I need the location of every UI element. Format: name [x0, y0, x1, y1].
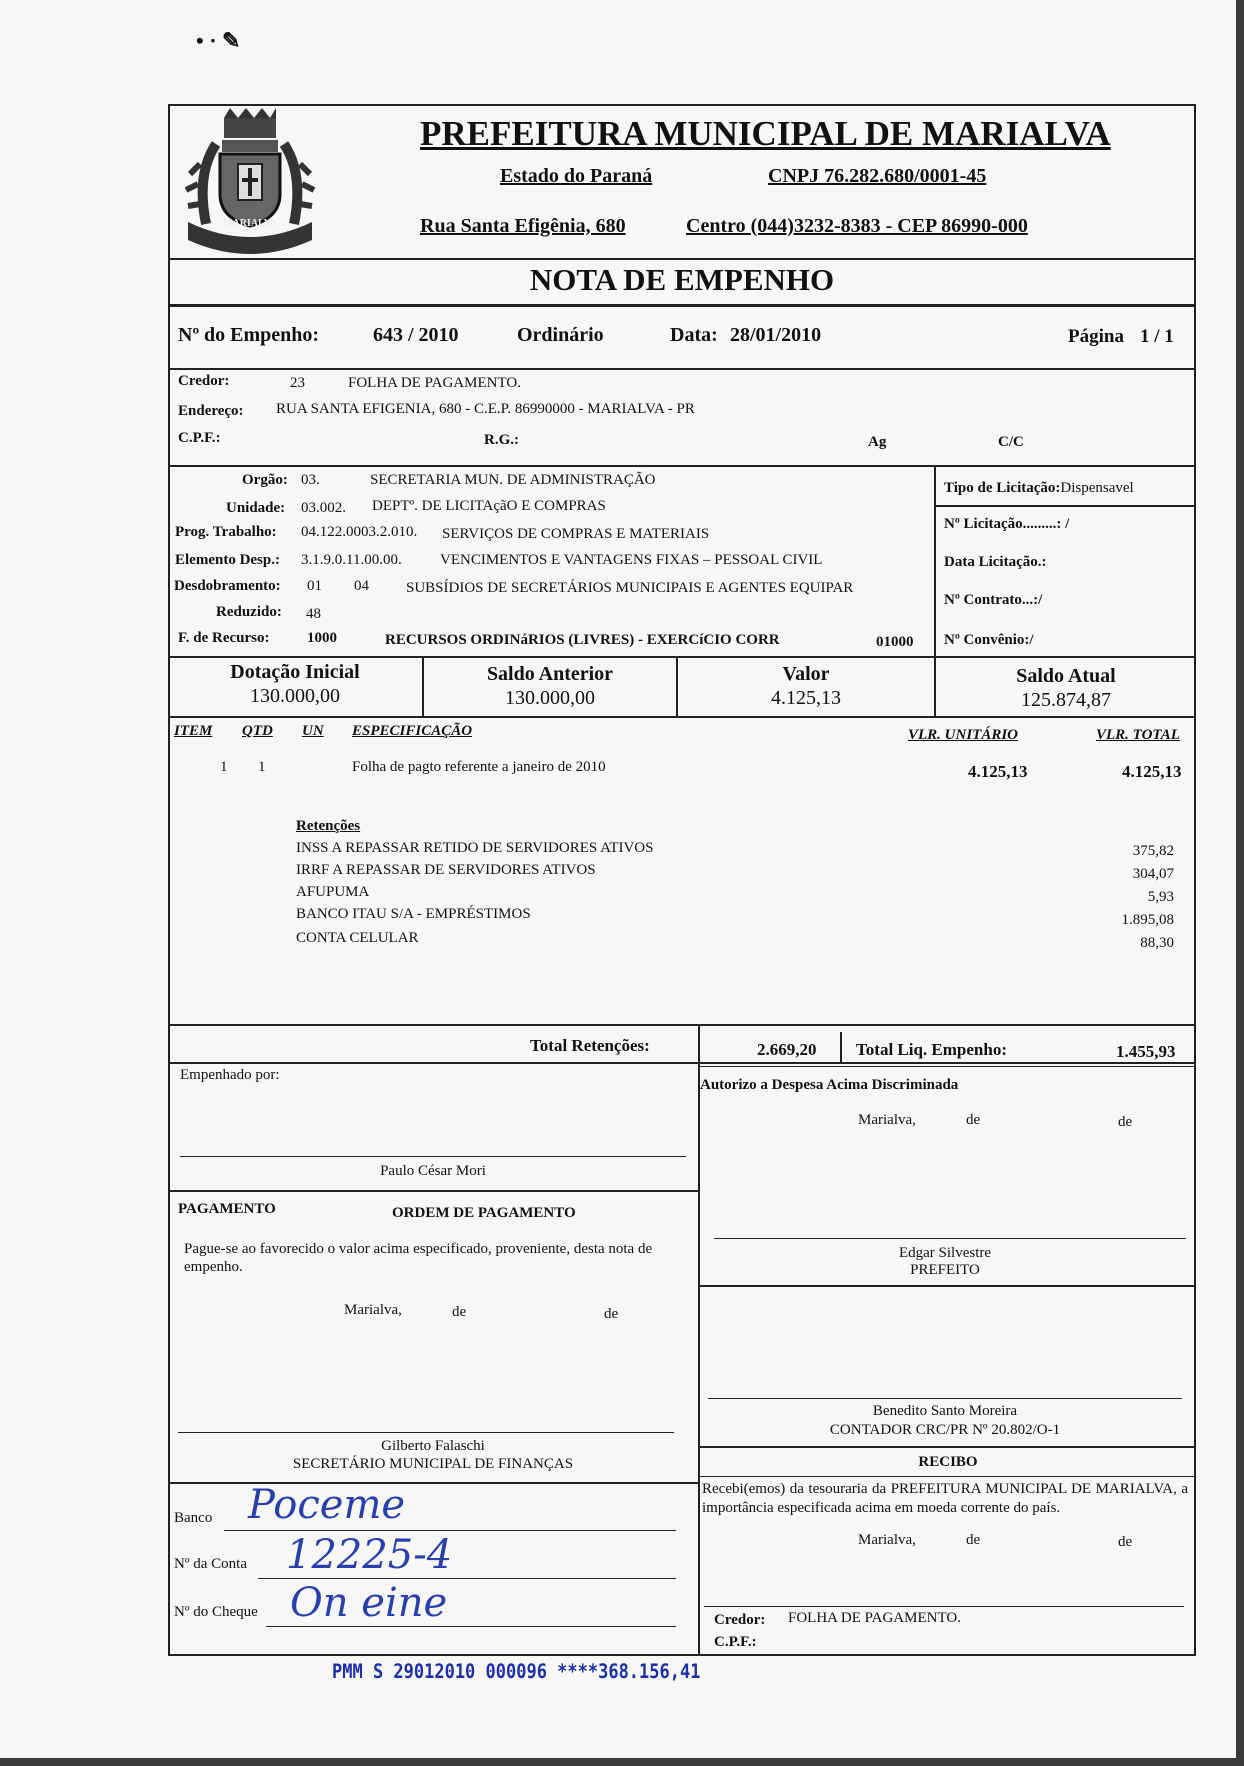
recurso-label: F. de Recurso: [178, 630, 270, 646]
desdobramento-desc: SUBSÍDIOS DE SECRETÁRIOS MUNICIPAIS E AGENTES EQUIPAR [406, 580, 854, 596]
retencao-desc: BANCO ITAU S/A - EMPRÉSTIMOS [296, 906, 531, 922]
retencao-value: 375,82 [1132, 843, 1174, 859]
banco-label: Banco [174, 1510, 213, 1526]
pagamento-de: de [604, 1306, 619, 1322]
item-number: 1 [220, 759, 228, 775]
reduzido-label: Reduzido: [216, 604, 282, 620]
elemento-code: 3.1.9.0.11.00.00. [301, 552, 402, 568]
contador-role: CONTADOR CRC/PR Nº 20.802/O-1 [829, 1422, 1061, 1438]
page-number: 1 / 1 [1140, 326, 1174, 347]
prog-desc: SERVIÇOS DE COMPRAS E MATERIAIS [442, 526, 710, 542]
divider [168, 716, 1196, 718]
empenho-date: 28/01/2010 [730, 324, 822, 346]
endereco-value: RUA SANTA EFIGENIA, 680 - C.E.P. 86990000 - MARIALVA - PR [276, 401, 695, 417]
retencao-value: 88,30 [1140, 935, 1174, 951]
corner-mark: • · ✎ [196, 28, 241, 53]
prefeito-name: Edgar Silvestre [898, 1245, 992, 1261]
autorizo-de: de [1118, 1114, 1133, 1130]
empenhado-name: Paulo César Mori [380, 1163, 486, 1179]
pagamento-label: PAGAMENTO [178, 1201, 276, 1217]
recibo-title: RECIBO [918, 1454, 978, 1470]
contrato-number: Nº Contrato...:/ [944, 592, 1043, 608]
divider [168, 656, 1196, 658]
signature-line [708, 1398, 1182, 1399]
unidade-label: Unidade: [226, 500, 286, 516]
endereco-label: Endereço: [178, 403, 244, 419]
cheque-line [266, 1626, 676, 1627]
retencao-desc: IRRF A REPASSAR DE SERVIDORES ATIVOS [296, 862, 596, 878]
retencao-desc: CONTA CELULAR [296, 930, 419, 946]
orgao-desc: SECRETARIA MUN. DE ADMINISTRAÇÃO [370, 472, 656, 488]
convenio-number: Nº Convênio:/ [944, 632, 1034, 648]
recibo-de: de [966, 1532, 981, 1548]
orgao-label: Orgão: [242, 472, 288, 488]
divider [698, 1446, 1196, 1448]
divider [840, 1032, 842, 1064]
page-title: PREFEITURA MUNICIPAL DE MARIALVA [420, 114, 1111, 153]
machine-stamp: PMM S 29012010 000096 ****368.156,41 [332, 1660, 701, 1684]
retencao-desc: INSS A REPASSAR RETIDO DE SERVIDORES ATIVOS [296, 840, 654, 856]
divider [168, 304, 1196, 307]
signature-line [178, 1432, 674, 1433]
licitacao-tipo-value: Dispensavel [1060, 480, 1134, 496]
prog-label: Prog. Trabalho: [175, 524, 277, 540]
divider [168, 1024, 1196, 1026]
credor-code: 23 [290, 375, 305, 391]
ordem-pagamento-title: ORDEM DE PAGAMENTO [392, 1205, 576, 1221]
valor-value: 4.125,13 [771, 687, 841, 709]
item-unit-value: 4.125,13 [968, 762, 1028, 781]
contador-name: Benedito Santo Moreira [872, 1403, 1018, 1419]
orgao-code: 03. [301, 472, 320, 488]
conta-handwritten: 12225-4 [286, 1532, 453, 1578]
prefeito-role: PREFEITO [910, 1262, 980, 1278]
empenhado-label: Empenhado por: [180, 1067, 280, 1083]
total-liquido-label: Total Liq. Empenho: [856, 1040, 1007, 1059]
rg-label: R.G.: [484, 432, 519, 448]
unidade-code: 03.002. [301, 500, 346, 516]
pagamento-text: Pague-se ao favorecido o valor acima especificado, proveniente, desta nota de empenho. [184, 1241, 653, 1275]
col-un: UN [302, 723, 324, 739]
retencao-value: 5,93 [1147, 889, 1174, 905]
item-desc: Folha de pagto referente a janeiro de 2010 [352, 759, 606, 775]
saldo-anterior-label: Saldo Anterior [486, 663, 614, 685]
desdobramento-code: 01 [307, 578, 322, 594]
retencao-desc: AFUPUMA [296, 884, 370, 900]
retencao-value: 304,07 [1132, 866, 1174, 882]
divider [698, 1476, 1196, 1477]
secretario-name: Gilberto Falaschi [381, 1438, 485, 1454]
autorizo-city: Marialva, [858, 1112, 916, 1128]
recibo-city: Marialva, [858, 1532, 916, 1548]
pagamento-city: Marialva, [344, 1302, 402, 1318]
divider [168, 465, 1196, 467]
cnpj: CNPJ 76.282.680/0001-45 [768, 165, 987, 187]
total-retencoes-value: 2.669,20 [757, 1040, 817, 1059]
secretario-role: SECRETÁRIO MUNICIPAL DE FINANÇAS [292, 1456, 574, 1472]
divider [168, 368, 1196, 370]
header-address: Rua Santa Efigênia, 680 [420, 215, 626, 237]
saldo-atual-label: Saldo Atual [1016, 665, 1116, 687]
item-total-value: 4.125,13 [1122, 762, 1182, 781]
page-label: Página [1068, 326, 1124, 347]
empenho-label: Nº do Empenho: [178, 324, 320, 346]
cheque-label: Nº do Cheque [174, 1604, 258, 1620]
recurso-code-2: 01000 [876, 634, 914, 650]
recibo-cpf-label: C.P.F.: [714, 1634, 757, 1650]
banco-handwritten: Poceme [248, 1482, 406, 1528]
empenho-date-label: Data: [670, 324, 718, 346]
licitacao-tipo-label: Tipo de Licitação:Dispensavel [944, 480, 1134, 496]
credor-name: FOLHA DE PAGAMENTO. [348, 375, 521, 391]
recurso-code: 1000 [307, 630, 337, 646]
autorizo-de: de [966, 1112, 981, 1128]
col-especificacao: ESPECIFICAÇÃO [352, 723, 473, 739]
pagamento-de: de [452, 1304, 467, 1320]
retencoes-title: Retenções [296, 818, 361, 834]
divider [698, 1066, 1196, 1067]
licitacao-numero: Nº Licitação.........: / [944, 516, 1070, 532]
elemento-desc: VENCIMENTOS E VANTAGENS FIXAS – PESSOAL CIVIL [440, 552, 823, 568]
municipal-crest-icon [176, 104, 324, 260]
reduzido-code: 48 [306, 606, 321, 622]
unidade-desc: DEPTº. DE LICITAçãO E COMPRAS [372, 498, 606, 514]
conta-label: Nº da Conta [174, 1556, 247, 1572]
col-qtd: QTD [242, 723, 273, 739]
total-liquido-value: 1.455,93 [1116, 1042, 1176, 1061]
dotacao-label: Dotação Inicial [230, 661, 360, 683]
ag-label: Ag [868, 434, 887, 450]
prog-code: 04.122.0003.2.010. [301, 524, 418, 540]
desdobramento-subcode: 04 [354, 578, 369, 594]
empenho-type: Ordinário [517, 324, 604, 346]
autorizo-title: Autorizo a Despesa Acima Discriminada [700, 1077, 959, 1093]
col-vlr-total: VLR. TOTAL [1096, 727, 1180, 743]
valor-label: Valor [782, 663, 830, 685]
desdobramento-label: Desdobramento: [174, 578, 281, 594]
item-qtd: 1 [258, 759, 266, 775]
signature-line [704, 1606, 1184, 1607]
divider [168, 1062, 1196, 1064]
col-item: ITEM [174, 723, 213, 739]
recurso-desc: RECURSOS ORDINáRIOS (LIVRES) - EXERCíCIO CORR [385, 632, 780, 648]
cpf-label: C.P.F.: [178, 430, 221, 446]
divider [698, 1062, 700, 1656]
signature-line [714, 1238, 1186, 1239]
divider [934, 505, 1196, 507]
divider [698, 1024, 700, 1064]
licitacao-data: Data Licitação.: [944, 554, 1047, 570]
crest-banner-text: MARIALVA [223, 218, 277, 229]
state-name: Estado do Paraná [500, 165, 653, 187]
divider [698, 1285, 1196, 1287]
saldo-anterior-value: 130.000,00 [505, 687, 595, 709]
elemento-label: Elemento Desp.: [175, 552, 280, 568]
banco-line [224, 1530, 676, 1531]
col-vlr-unitario: VLR. UNITÁRIO [908, 727, 1019, 743]
dotacao-value: 130.000,00 [250, 685, 340, 707]
total-retencoes-label: Total Retenções: [530, 1036, 650, 1055]
cheque-handwritten: On eine [290, 1580, 448, 1626]
credor-label: Credor: [178, 373, 230, 389]
recibo-credor-label: Credor: [714, 1612, 766, 1628]
divider [168, 1190, 698, 1192]
recibo-text: Recebi(emos) da tesouraria da PREFEITURA MUNICIPAL DE MARIALVA, a importância especificada acima em moeda corrente do país. [702, 1481, 1188, 1516]
header-contact: Centro (044)3232-8383 - CEP 86990-000 [686, 215, 1028, 237]
cc-label: C/C [998, 434, 1024, 450]
recibo-de: de [1118, 1534, 1133, 1550]
signature-line [180, 1156, 686, 1157]
divider [168, 258, 1196, 260]
saldo-atual-value: 125.874,87 [1021, 689, 1111, 711]
recibo-credor-value: FOLHA DE PAGAMENTO. [788, 1610, 961, 1626]
retencao-value: 1.895,08 [1121, 912, 1174, 928]
divider [934, 465, 936, 657]
empenho-number: 643 / 2010 [373, 324, 459, 346]
conta-line [258, 1578, 676, 1579]
document-title: NOTA DE EMPENHO [529, 262, 835, 297]
